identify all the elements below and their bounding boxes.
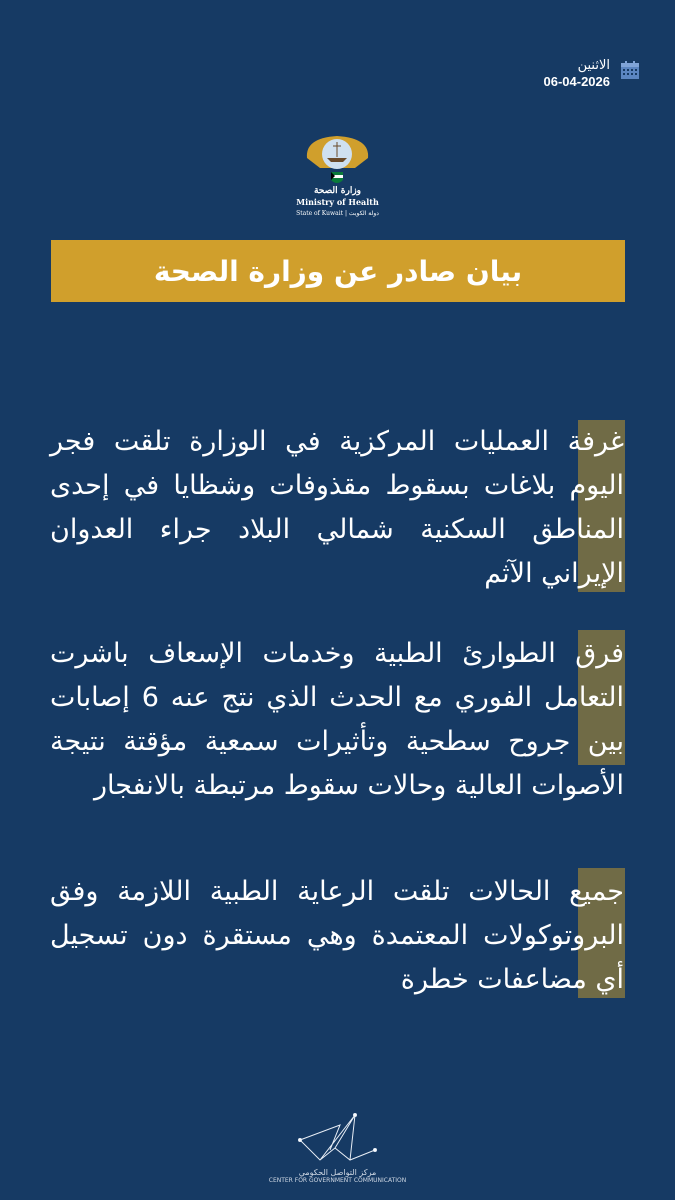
footer-english: CENTER FOR GOVERNMENT COMMUNICATION [268,1177,407,1184]
calendar-icon [620,60,640,80]
paragraph-2: فرق الطوارئ الطبية وخدمات الإسعاف باشرت التعامل الفوري مع الحدث الذي نتج عنه 6 إصابات بين جروح سطحية وتأثيرات سمعية مؤقتة نتيجة الأصوات العالية وحالات سقوط مرتبطة بالانفجار [50,638,625,801]
logo-state: State of Kuwait | دولة الكويت [296,210,379,217]
logo-arabic: وزارة الصحة [313,186,362,196]
footer-text [0,1168,675,1184]
date-label: 06-04-2026 [543,74,610,89]
day-label: الاثنين [577,58,610,73]
logo-english: Ministry of Health [296,197,379,207]
title-banner: بيان صادر عن وزارة الصحة [51,240,625,302]
logo-text [0,186,675,219]
government-communication-logo [295,1110,385,1170]
footer-arabic: مركز التواصل الحكومي [298,1168,377,1177]
date-block [544,58,611,90]
paragraph-1: غرفة العمليات المركزية في الوزارة تلقت فجر اليوم بلاغات بسقوط مقذوفات وشظايا في إحدى المناطق السكنية شمالي البلاد جراء العدوان الإيراني الآثم [50,426,624,589]
paragraph-3: جميع الحالات تلقت الرعاية الطبية اللازمة وفق البروتوكولات المعتمدة وهي مستقرة دون تسجيل أي مضاعفات خطرة [50,876,624,995]
